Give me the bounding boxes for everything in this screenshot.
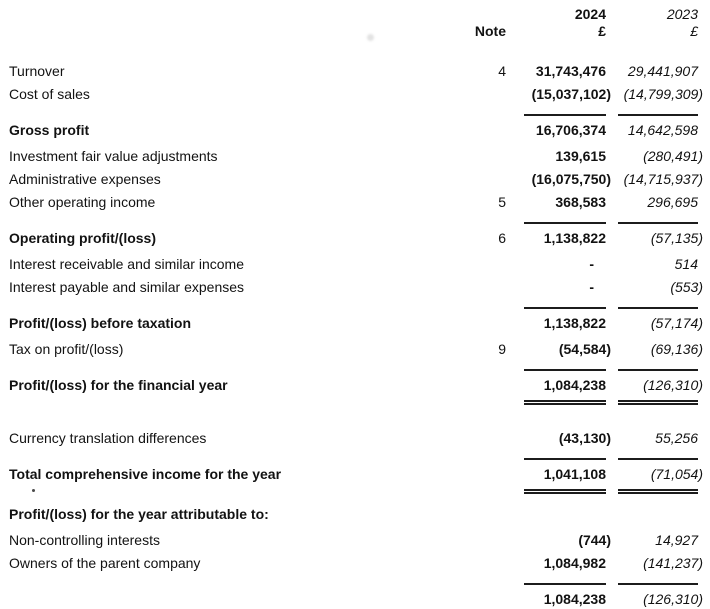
sum-rule [9, 114, 698, 116]
row-label: Investment fair value adjustments [9, 148, 218, 164]
row-label: Gross profit [9, 122, 90, 138]
value-2023: 29,441,907 [627, 63, 698, 79]
statement-row [9, 529, 698, 552]
value-2023: (553) [670, 279, 703, 295]
statement-row [9, 552, 703, 575]
value-2024: 1,084,238 [543, 591, 606, 607]
statement-row [9, 168, 703, 191]
rule-line [618, 583, 698, 585]
column-header-currency-2023: £ [690, 23, 698, 39]
statement-row [9, 374, 703, 397]
value-2023: (280,491) [643, 148, 703, 164]
rule-line [524, 583, 606, 585]
statement-row [9, 276, 703, 299]
rule-line [524, 222, 606, 224]
column-header-year-2024: 2024 [574, 6, 606, 22]
rule-line [524, 400, 606, 405]
value-2023: 55,256 [655, 430, 698, 446]
note-value: 5 [498, 194, 506, 210]
value-2024: 16,706,374 [535, 122, 606, 138]
rule-line [618, 307, 698, 309]
statement-row [9, 191, 698, 214]
value-2024: (16,075,750) [531, 171, 611, 187]
row-label: Administrative expenses [9, 171, 161, 187]
rule-line [524, 489, 606, 494]
statement-rows [9, 40, 703, 609]
value-2024: 1,138,822 [543, 230, 606, 246]
statement-row [9, 60, 698, 83]
scan-artifact [32, 489, 35, 492]
value-2023: 296,695 [647, 194, 698, 210]
rule-line [618, 489, 698, 494]
statement-row [9, 83, 703, 106]
statement-row [9, 312, 703, 335]
row-label: Profit/(loss) for the year attributable to: [9, 506, 269, 522]
statement-row [9, 145, 703, 168]
value-2024: 31,743,476 [535, 63, 606, 79]
value-2023: 514 [674, 256, 698, 272]
value-2023: (126,310) [643, 591, 703, 607]
row-label: Profit/(loss) for the financial year [9, 377, 228, 393]
column-header-currency-2024: £ [598, 23, 606, 39]
value-2023: (126,310) [643, 377, 703, 393]
value-2023: (71,054) [650, 466, 703, 482]
sum-rule [9, 583, 698, 585]
sum-rule [9, 222, 698, 224]
row-label: Interest payable and similar expenses [9, 279, 245, 295]
statement-row [9, 463, 703, 486]
row-label: Profit/(loss) before taxation [9, 315, 192, 331]
rule-line [618, 222, 698, 224]
rule-line [524, 114, 606, 116]
statement-row [9, 503, 698, 526]
column-header-note: Note [474, 23, 506, 39]
statement-row [9, 227, 703, 250]
value-2023: 14,927 [655, 532, 698, 548]
value-2023: (14,799,309) [623, 86, 703, 102]
value-2023: (14,715,937) [623, 171, 703, 187]
row-label: Non-controlling interests [9, 532, 160, 548]
value-2024: (15,037,102) [531, 86, 611, 102]
statement-row [9, 588, 703, 609]
rule-line [524, 458, 606, 460]
header-year-row [9, 6, 698, 23]
row-label: Interest receivable and similar income [9, 256, 244, 272]
double-sum-rule [9, 489, 698, 494]
value-2024: 1,041,108 [543, 466, 606, 482]
statement-row [9, 338, 703, 361]
double-sum-rule [9, 400, 698, 405]
statement-row [9, 119, 698, 142]
row-label: Currency translation differences [9, 430, 207, 446]
value-2024: (43,130) [558, 430, 611, 446]
value-2024: 1,084,238 [543, 377, 606, 393]
value-2023: (141,237) [643, 555, 703, 571]
row-label: Tax on profit/(loss) [9, 341, 124, 357]
sum-rule [9, 458, 698, 460]
value-2023: (57,135) [650, 230, 703, 246]
value-2024: (54,584) [558, 341, 611, 357]
note-value: 4 [498, 63, 506, 79]
row-label: Cost of sales [9, 86, 90, 102]
value-2024: 368,583 [555, 194, 606, 210]
value-2023: (57,174) [650, 315, 703, 331]
rule-line [524, 369, 606, 371]
rule-line [618, 400, 698, 405]
value-2023: (69,136) [650, 341, 703, 357]
value-2023: 14,642,598 [627, 122, 698, 138]
row-label: Total comprehensive income for the year [9, 466, 282, 482]
sum-rule [9, 307, 698, 309]
value-2024: (744) [578, 532, 611, 548]
column-header-year-2023: 2023 [666, 6, 698, 22]
statement-row [9, 427, 698, 450]
sum-rule [9, 369, 698, 371]
statement-row [9, 253, 698, 276]
scan-artifact [367, 34, 374, 41]
value-2024: 1,138,822 [543, 315, 606, 331]
value-2024: - [589, 279, 594, 295]
rule-line [618, 458, 698, 460]
note-value: 6 [498, 230, 506, 246]
rule-line [524, 307, 606, 309]
rule-line [618, 114, 698, 116]
row-label: Turnover [9, 63, 65, 79]
note-value: 9 [498, 341, 506, 357]
statement-column-headers [9, 6, 698, 40]
row-label: Operating profit/(loss) [9, 230, 156, 246]
header-currency-row [9, 23, 698, 40]
value-2024: 1,084,982 [543, 555, 606, 571]
value-2024: 139,615 [555, 148, 606, 164]
value-2024: - [589, 256, 594, 272]
row-label: Owners of the parent company [9, 555, 201, 571]
row-label: Other operating income [9, 194, 156, 210]
rule-line [618, 369, 698, 371]
